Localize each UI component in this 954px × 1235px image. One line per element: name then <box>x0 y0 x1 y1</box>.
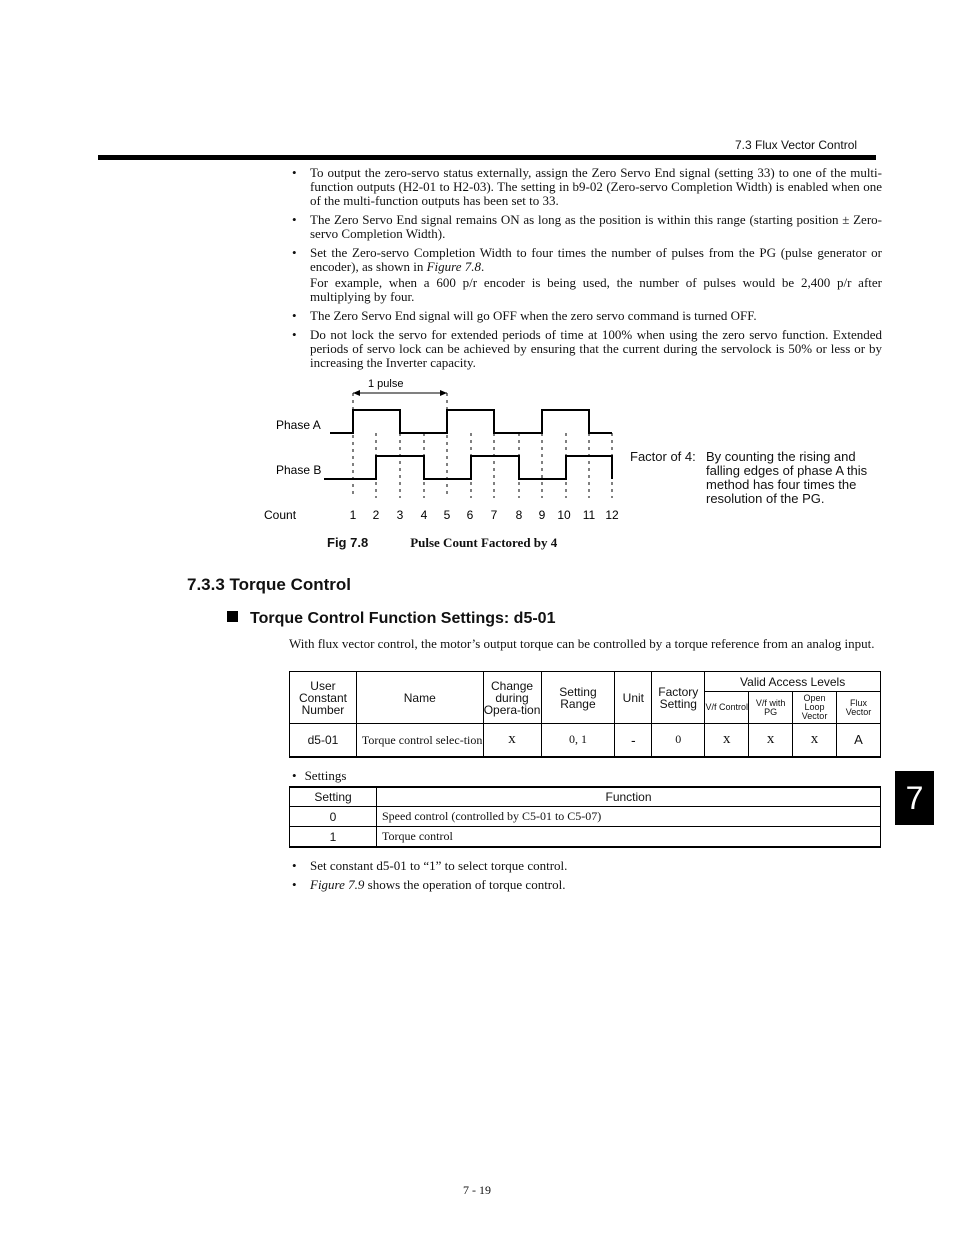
header-setting-range: Setting Range <box>541 672 615 724</box>
factor-text: By counting the rising and falling edges of phase A this method has four times the resolution of the PG. <box>706 449 868 506</box>
cell-vf-control: x <box>705 724 749 757</box>
pulse-arrow-head-right <box>440 390 447 396</box>
header-factory-setting: Factory Setting <box>652 672 705 724</box>
settings-label-text: Settings <box>304 768 347 783</box>
factor-label: Factor of 4: <box>630 449 696 464</box>
cell-constant-number: d5-01 <box>290 724 357 757</box>
count-number: 8 <box>515 508 523 522</box>
count-number: 10 <box>557 508 571 522</box>
pulse-label: 1 pulse <box>368 378 404 390</box>
count-label: Count <box>264 508 297 522</box>
header-open-loop-vector: Open Loop Vector <box>793 692 837 724</box>
intro-paragraph: With flux vector control, the motor’s output torque can be controlled by a torque reference from an analog input. <box>289 636 875 651</box>
header-rule <box>98 155 876 160</box>
table-row <box>290 724 881 757</box>
list-item <box>292 213 882 241</box>
count-number: 6 <box>466 508 474 522</box>
pulse-diagram <box>250 375 630 525</box>
bullet-text: To output the zero-servo status externally, assign the Zero Servo End signal (setting 33) to one of the multi-function outputs (H2-01 to H2-03). The setting in b9-02 (Zero-servo Completion Width) is enabled when one of the multi-function outputs has been set to 33. <box>310 165 882 208</box>
bullet-list-torque <box>292 859 882 897</box>
header-user-constant: User Constant Number <box>290 672 357 724</box>
cell-function: Speed control (controlled by C5-01 to C5-07) <box>377 807 881 827</box>
section-title: 7.3.3 Torque Control <box>187 575 352 594</box>
cell-change-during-operation: x <box>483 724 541 757</box>
cell-function: Torque control <box>377 827 881 848</box>
bullet-text: shows the operation of torque control. <box>364 877 566 892</box>
count-number: 7 <box>490 508 498 522</box>
bullet-text: Set constant d5-01 to “1” to select torque control. <box>310 858 568 873</box>
list-item <box>292 878 882 892</box>
count-number: 2 <box>372 508 380 522</box>
bullet-text: . <box>481 259 485 274</box>
square-bullet-icon <box>227 611 238 622</box>
list-item <box>292 328 882 370</box>
count-number: 1 <box>349 508 357 522</box>
phase-b-label: Phase B <box>276 463 322 477</box>
page-number: 7 - 19 <box>463 1183 491 1197</box>
cell-setting-range: 0, 1 <box>541 724 615 757</box>
figure-reference: Figure 7.8 <box>426 259 482 274</box>
settings-label <box>292 768 346 784</box>
cell-setting: 1 <box>290 827 377 848</box>
bullet-subtext: For example, when a 600 p/r encoder is being used, the number of pulses would be 2,400 p/r after multiplying by four. <box>310 275 882 304</box>
header-vf-with-pg: V/f with PG <box>749 692 793 724</box>
list-item <box>292 166 882 208</box>
subsection-title <box>227 610 555 628</box>
subsection-title-text: Torque Control Function Settings: d5-01 <box>250 610 556 627</box>
list-item <box>292 246 882 304</box>
phase-a-waveform <box>330 410 612 433</box>
table-row <box>290 807 881 827</box>
cell-unit: - <box>615 724 652 757</box>
table-row <box>290 827 881 848</box>
bullet-text: Do not lock the servo for extended periods of time at 100% when using the zero servo function. Extended periods of servo lock can be achieved by ensuring that the current during the servolock is 50% or less or by increasing the Inverter capacity. <box>310 327 882 370</box>
header-vf-control: V/f Control <box>705 692 749 724</box>
bullet-text: The Zero Servo End signal remains ON as long as the position is within this range (starting position ± Zero-servo Completion Width). <box>310 212 882 241</box>
count-number: 5 <box>443 508 451 522</box>
count-number: 3 <box>396 508 404 522</box>
count-number: 11 <box>582 508 596 522</box>
header-flux-vector: Flux Vector <box>837 692 881 724</box>
figure-reference: Figure 7.9 <box>310 877 365 892</box>
list-item <box>292 859 882 873</box>
list-item <box>292 309 882 323</box>
figure-number: Fig 7.8 <box>327 535 369 550</box>
running-header: 7.3 Flux Vector Control <box>735 138 858 152</box>
header-change-during-operation: Change during Opera-tion <box>483 672 541 724</box>
settings-table <box>289 786 881 848</box>
figure-title: Pulse Count Factored by 4 <box>410 535 558 550</box>
parameter-table <box>289 671 881 758</box>
header-unit: Unit <box>615 672 652 724</box>
factor-note <box>630 450 890 506</box>
cell-factory-setting: 0 <box>652 724 705 757</box>
header-function: Function <box>377 787 881 807</box>
cell-vf-with-pg: x <box>749 724 793 757</box>
cell-open-loop-vector: x <box>793 724 837 757</box>
table-header-row <box>290 672 881 692</box>
header-setting: Setting <box>290 787 377 807</box>
bullet-text: The Zero Servo End signal will go OFF when the zero servo command is turned OFF. <box>310 308 757 323</box>
figure-caption <box>327 535 557 551</box>
cell-setting: 0 <box>290 807 377 827</box>
count-number: 9 <box>538 508 546 522</box>
phase-a-label: Phase A <box>276 418 321 432</box>
count-number: 12 <box>605 508 619 522</box>
chapter-tab: 7 <box>895 771 934 825</box>
header-name: Name <box>356 672 483 724</box>
bullet-text: Set the Zero-servo Completion Width to four times the number of pulses from the PG (pulse generator or encoder), as shown in <box>310 245 882 274</box>
cell-name: Torque control selec-tion <box>356 724 483 757</box>
bullet-list-zero-servo <box>292 166 882 375</box>
cell-flux-vector: A <box>837 724 881 757</box>
header-valid-access-levels: Valid Access Levels <box>705 672 881 692</box>
pulse-arrow-head-left <box>353 390 360 396</box>
phase-b-waveform <box>324 456 612 479</box>
table-header-row <box>290 787 881 807</box>
count-number: 4 <box>420 508 428 522</box>
